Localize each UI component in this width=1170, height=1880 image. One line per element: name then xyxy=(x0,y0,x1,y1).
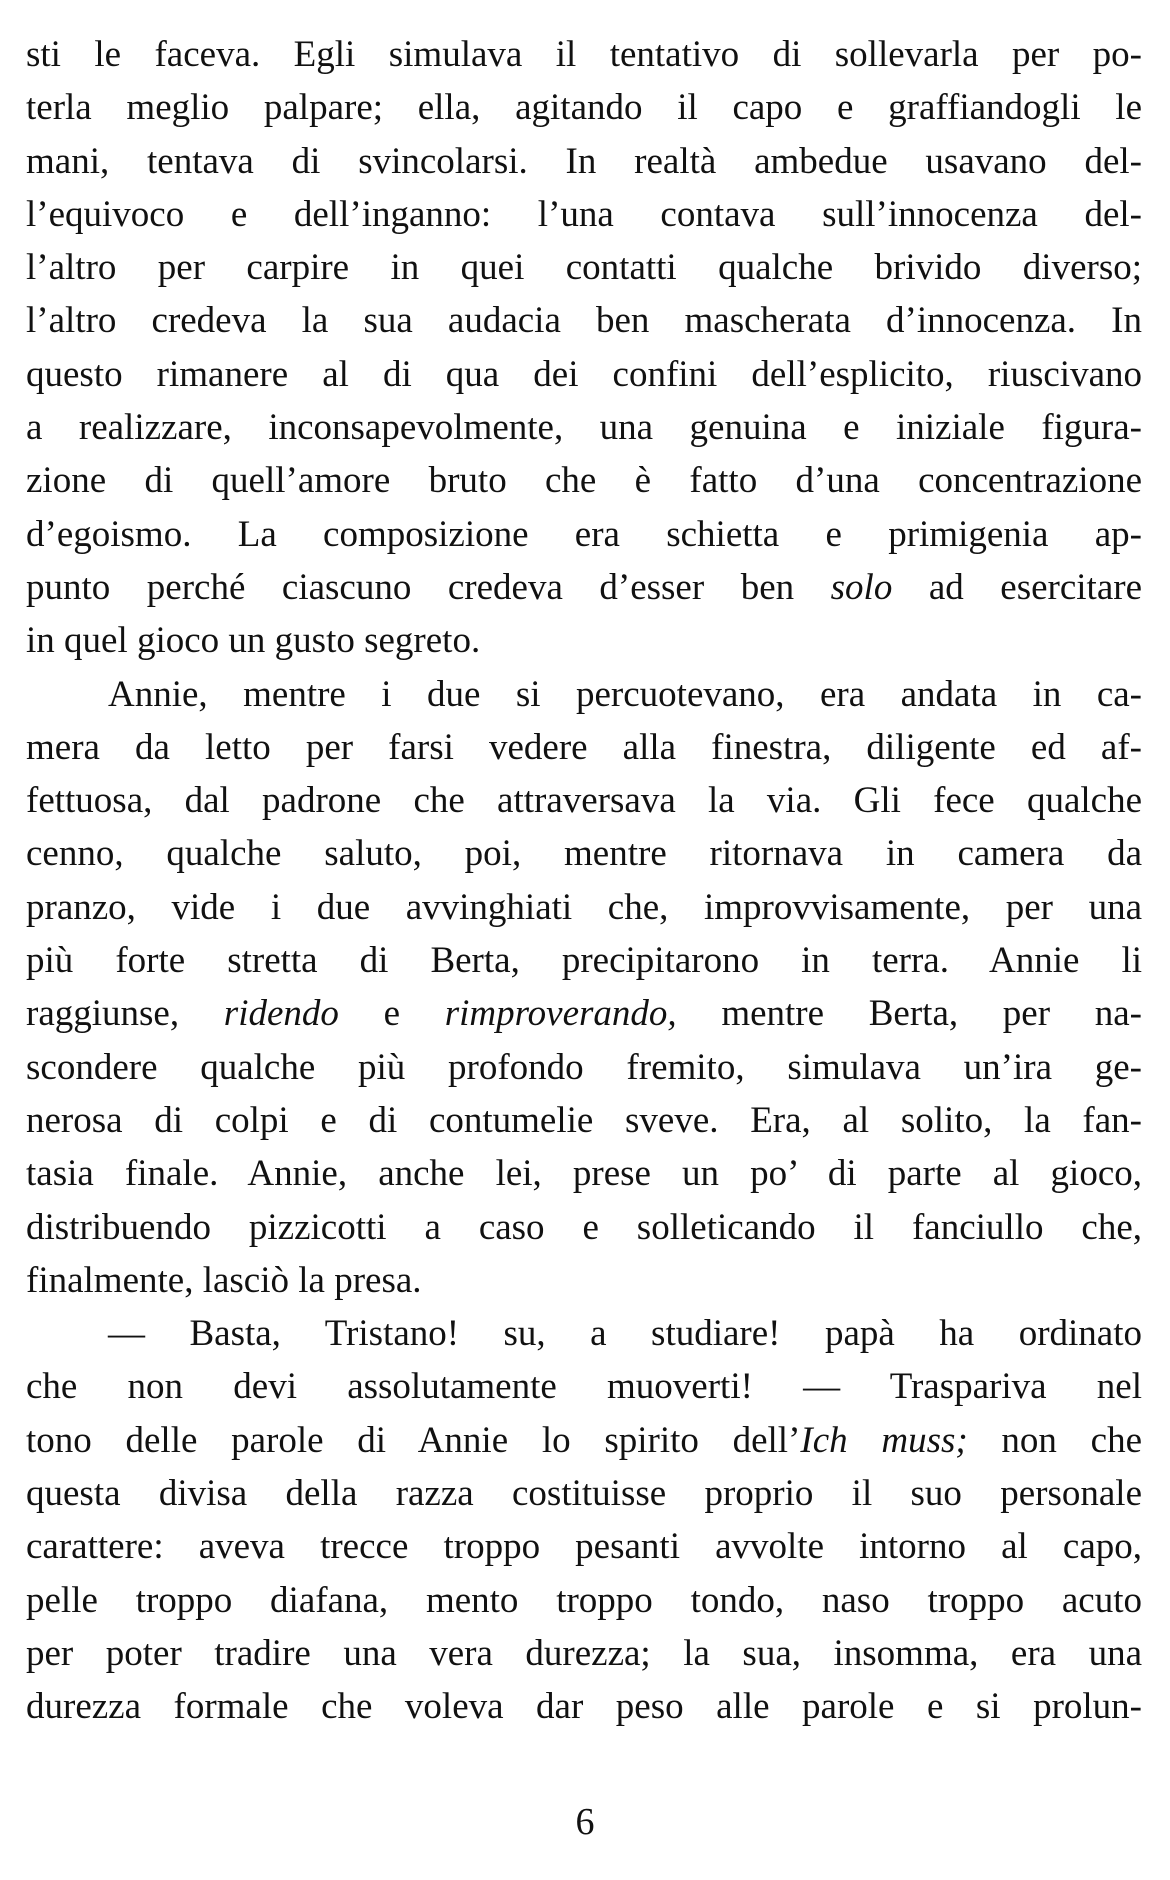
text-segment: per poter tradire una vera durezza; la sua, insomma, era una xyxy=(26,1632,1142,1674)
text-segment: l’altro per carpire in quei contatti qualche brivido diverso; xyxy=(26,247,1142,289)
text-segment: mentre Berta, per na- xyxy=(676,993,1142,1035)
text-line xyxy=(26,188,1142,241)
text-line xyxy=(26,1574,1142,1627)
text-segment: più forte stretta di Berta, precipitarono in terra. Annie li xyxy=(26,940,1142,982)
text-line xyxy=(26,1094,1142,1147)
text-segment: sti le faceva. Egli simulava il tentativo di sollevarla per po- xyxy=(26,34,1142,75)
text-segment: pranzo, vide i due avvinghiati che, improvvisamente, per una xyxy=(26,886,1142,928)
text-line xyxy=(26,1520,1142,1573)
page-number: 6 xyxy=(575,1801,595,1843)
text-line xyxy=(26,827,1142,880)
body-text xyxy=(26,28,1142,1734)
text-line xyxy=(26,774,1142,827)
text-segment: in quel gioco un gusto segreto. xyxy=(26,620,481,662)
text-segment: fettuosa, dal padrone che attraversava la via. Gli fece qualche xyxy=(26,780,1142,822)
text-segment: distribuendo pizzicotti a caso e solleticando il fanciullo che, xyxy=(26,1206,1142,1248)
text-line xyxy=(26,934,1142,987)
text-segment: Annie, mentre i due si percuotevano, era andata in ca- xyxy=(108,673,1142,715)
text-line xyxy=(26,1467,1142,1520)
text-line xyxy=(26,1041,1142,1094)
text-line xyxy=(26,1680,1142,1733)
text-line xyxy=(26,28,1142,81)
text-line xyxy=(26,401,1142,454)
text-segment: zione di quell’amore bruto che è fatto d’una concentrazione xyxy=(26,460,1142,502)
text-line xyxy=(26,614,1142,667)
text-segment: ad esercitare xyxy=(892,566,1142,608)
text-segment: finalmente, lasciò la presa. xyxy=(26,1259,422,1301)
text-segment: che non devi assolutamente muoverti! — Traspariva nel xyxy=(26,1366,1142,1408)
text-line xyxy=(26,1360,1142,1413)
text-line xyxy=(26,454,1142,507)
text-segment: tasia finale. Annie, anche lei, prese un po’ di parte al gioco, xyxy=(26,1153,1142,1195)
text-segment: tono delle parole di Annie lo spirito dell’ xyxy=(26,1419,801,1461)
text-segment: terla meglio palpare; ella, agitando il capo e graffiandogli le xyxy=(26,87,1142,129)
text-line xyxy=(26,987,1142,1040)
text-line xyxy=(26,1307,1142,1360)
text-segment: questa divisa della razza costituisse proprio il suo personale xyxy=(26,1473,1142,1515)
text-line xyxy=(26,1147,1142,1200)
text-segment: d’egoismo. La composizione era schietta e primigenia ap- xyxy=(26,513,1142,555)
text-segment: cenno, qualche saluto, poi, mentre ritornava in camera da xyxy=(26,833,1142,875)
text-line xyxy=(26,1201,1142,1254)
text-line xyxy=(26,1414,1142,1467)
italic-text: ridendo xyxy=(223,993,339,1035)
text-segment: e xyxy=(338,993,445,1035)
text-line xyxy=(26,721,1142,774)
text-line xyxy=(26,294,1142,347)
text-segment: mera da letto per farsi vedere alla finestra, diligente ed af- xyxy=(26,726,1142,768)
text-segment: non che xyxy=(967,1419,1142,1461)
text-segment: raggiunse, xyxy=(26,993,224,1035)
italic-text: Ich muss; xyxy=(800,1419,968,1461)
text-segment: l’equivoco e dell’inganno: l’una contava sull’innocenza del- xyxy=(26,193,1142,235)
text-segment: scondere qualche più profondo fremito, simulava un’ira ge- xyxy=(26,1046,1142,1088)
text-line xyxy=(26,881,1142,934)
text-segment: questo rimanere al di qua dei confini dell’esplicito, riuscivano xyxy=(26,353,1142,395)
text-line xyxy=(26,508,1142,561)
text-segment: carattere: aveva trecce troppo pesanti avvolte intorno al capo, xyxy=(26,1526,1142,1568)
text-segment: l’altro credeva la sua audacia ben mascherata d’innocenza. In xyxy=(26,300,1142,342)
text-segment: durezza formale che voleva dar peso alle parole e si prolun- xyxy=(26,1686,1142,1728)
text-line xyxy=(26,81,1142,134)
text-segment: nerosa di colpi e di contumelie sveve. Era, al solito, la fan- xyxy=(26,1099,1142,1141)
italic-text: solo xyxy=(830,566,893,608)
text-segment: punto perché ciascuno credeva d’esser ben xyxy=(26,566,831,608)
text-segment: pelle troppo diafana, mento troppo tondo, naso troppo acuto xyxy=(26,1579,1142,1621)
book-page xyxy=(26,28,1142,1734)
text-line xyxy=(26,1627,1142,1680)
text-line xyxy=(26,1254,1142,1307)
text-line xyxy=(26,135,1142,188)
text-line xyxy=(26,668,1142,721)
text-line xyxy=(26,348,1142,401)
text-segment: mani, tentava di svincolarsi. In realtà ambedue usavano del- xyxy=(26,140,1142,182)
text-line xyxy=(26,241,1142,294)
text-segment: a realizzare, inconsapevolmente, una genuina e iniziale figura- xyxy=(26,407,1142,449)
italic-text: rimproverando, xyxy=(444,993,677,1035)
text-segment: — Basta, Tristano! su, a studiare! papà ha ordinato xyxy=(108,1313,1142,1355)
text-line xyxy=(26,561,1142,614)
